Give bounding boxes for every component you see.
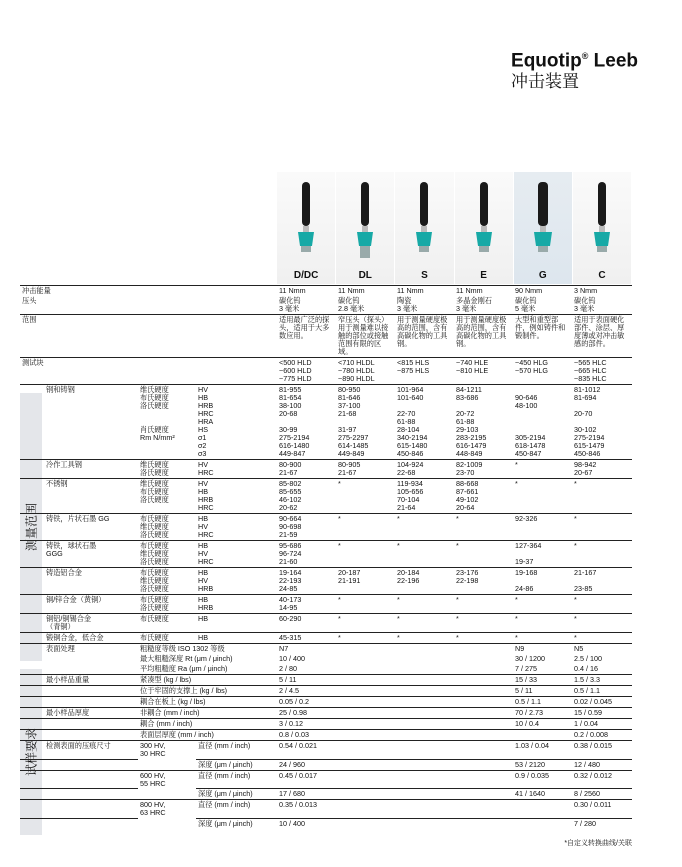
cell-value: 0.30 / 0.011 [572, 800, 632, 819]
cell-value [454, 818, 513, 829]
row-sublabel [138, 296, 196, 315]
row-sublabel: 布氏硬度 维氏硬度 洛氏硬度 [138, 514, 196, 541]
row-sublabel: 布氏硬度 维氏硬度 洛氏硬度 [138, 541, 196, 568]
row-unit: HB [196, 633, 277, 644]
header [511, 46, 638, 93]
row-unit: HB HV HRC [196, 541, 277, 568]
cell-value: 10 / 0.4 [513, 719, 572, 730]
cell-value: 20-187 21-191 [336, 568, 395, 595]
table-row [20, 675, 632, 686]
table-row [20, 614, 632, 633]
cell-value: * [336, 479, 395, 514]
cell-value: * [572, 479, 632, 514]
cell-value: 0.4 / 16 [574, 664, 598, 673]
row-sublabel: 600 HV, 55 HRC [138, 770, 196, 789]
cell-value: 30 / 1200 [515, 654, 545, 663]
row-sublabel [138, 315, 196, 358]
spec-table [20, 285, 632, 829]
row-sublabel: 粗糙度等级 ISO 1302 等级 [138, 644, 277, 655]
cell-value: 5 / 11 [277, 675, 336, 686]
row-label [20, 654, 138, 664]
cell-value [336, 818, 395, 829]
subtitle: 冲击装置 [511, 72, 580, 93]
row-unit: HV HB HRB HRC HRA HS σ1 σ2 σ3 [196, 385, 277, 460]
cell-value [336, 789, 395, 800]
table-row [20, 789, 632, 800]
cell-value [336, 664, 395, 675]
row-sublabel: 最大粗糙深度 Rt (μm / μinch) [140, 654, 233, 663]
cell-value: 0.38 / 0.015 [572, 741, 632, 760]
cell-value [454, 800, 513, 819]
cell-value: 0.5 / 1.1 [513, 697, 572, 708]
cell-value [395, 664, 454, 675]
cell-value [336, 697, 395, 708]
table-row [20, 479, 632, 514]
row-unit: 直径 (mm / inch) [196, 741, 277, 760]
cell-value [336, 759, 395, 770]
row-unit: 深度 (μm / μinch) [196, 759, 277, 770]
table-row [20, 385, 632, 460]
cell-value: 21-167 23-85 [572, 568, 632, 595]
cell-value: ~565 HLC ~665 HLC ~835 HLC [572, 358, 632, 385]
probe-icon [353, 182, 377, 260]
row-label: 钢和铸钢 [20, 385, 138, 460]
table-row [20, 315, 632, 358]
cell-value: 11 Nmm [277, 286, 336, 297]
cell-value: 84-1211 83-686 20-72 61-88 29-103 283-2195 616-1479 448-849 [454, 385, 513, 460]
cell-value: 7 / 280 [572, 818, 632, 829]
row-sublabel: 300 HV, 30 HRC [138, 741, 196, 760]
cell-value: 19-164 22-193 24-85 [277, 568, 336, 595]
cell-value [395, 654, 454, 664]
cell-value: 81-955 81-654 38-100 20-68 30-99 275-2194 616-1480 449-847 [277, 385, 336, 460]
cell-value: N9 [513, 644, 572, 655]
cell-value [454, 686, 513, 697]
cell-value: 53 / 2120 [513, 759, 572, 770]
table-row [20, 741, 632, 760]
probe-icon [412, 182, 436, 260]
cell-value: * [395, 633, 454, 644]
cell-value [336, 644, 395, 655]
row-unit [196, 296, 277, 315]
cell-value: 0.35 / 0.013 [277, 800, 336, 819]
cell-value: 3 Nmm [572, 286, 632, 297]
cell-value: 多晶金刚石 3 毫米 [456, 296, 492, 313]
row-sublabel: 布氏硬度 维氏硬度 洛氏硬度 [138, 568, 196, 595]
row-label [20, 789, 138, 800]
cell-value: 90 Nmm [513, 286, 572, 297]
cell-value: 80-900 21-67 [277, 460, 336, 479]
cell-value: N7 [277, 644, 336, 655]
row-label [20, 664, 138, 675]
row-sublabel: 布氏硬度 [138, 633, 196, 644]
cell-value: * [454, 541, 513, 568]
cell-value: <500 HLD ~600 HLD ~775 HLD [277, 358, 336, 385]
cell-value: 窄压头（探头）用于测量难以接触的部位或接触范围有限的区域。 [336, 315, 395, 358]
cell-value: 用于测量硬度极高的范围，含有高碳化物的工具钢。 [395, 315, 454, 358]
probe-label: G [538, 270, 547, 281]
cell-value: 陶瓷 3 毫米 [397, 296, 418, 313]
probe-g [514, 172, 573, 284]
cell-value: 119-934 105-656 70-104 21-64 [395, 479, 454, 514]
cell-value: 98-942 20-67 [572, 460, 632, 479]
row-label [20, 686, 138, 697]
cell-value [336, 730, 395, 741]
cell-value [336, 741, 395, 760]
row-sublabel: 800 HV, 63 HRC [138, 800, 196, 819]
cell-value [454, 789, 513, 800]
cell-value: ~450 HLG ~570 HLG [513, 358, 572, 385]
cell-value [395, 719, 454, 730]
table-row [20, 686, 632, 697]
row-label: 铸铁，球状石墨 GGG [20, 541, 138, 568]
cell-value: * [513, 633, 572, 644]
row-unit: HV HB HRB HRC [196, 479, 277, 514]
cell-value: 45-315 [277, 633, 336, 644]
cell-value: 0.9 / 0.035 [513, 770, 572, 789]
cell-value [395, 697, 454, 708]
cell-value: * [572, 541, 632, 568]
cell-value: * [336, 541, 395, 568]
row-sublabel [138, 358, 196, 385]
row-sublabel: 布氏硬度 洛氏硬度 [138, 595, 196, 614]
cell-value: 1 / 0.04 [572, 719, 632, 730]
cell-value [454, 770, 513, 789]
cell-value: * [572, 633, 632, 644]
row-sublabel [138, 818, 196, 829]
table-row [20, 800, 632, 819]
footnote: *自定义转换曲线/关联 [564, 840, 632, 847]
row-sublabel: 非耦合 (mm / inch) [138, 708, 277, 719]
cell-value [454, 719, 513, 730]
cell-value: * [336, 595, 395, 614]
row-label [20, 770, 138, 789]
cell-value [454, 730, 513, 741]
cell-value [336, 686, 395, 697]
cell-value [395, 770, 454, 789]
row-label [20, 759, 138, 770]
cell-value [336, 719, 395, 730]
cell-value: ~740 HLE ~810 HLE [454, 358, 513, 385]
cell-value [336, 708, 395, 719]
cell-value: 81-1012 81-694 20-70 30-102 275-2194 615-1479 450-846 [572, 385, 632, 460]
cell-value: 90-646 48-100 305-2194 618-1478 450-847 [513, 385, 572, 460]
table-row [20, 654, 632, 664]
cell-value: 适用于表面硬化部件、涂层、厚度薄或对冲击敏感的部件。 [572, 315, 632, 358]
cell-value: 11 Nmm [336, 286, 395, 297]
cell-value: 0.45 / 0.017 [277, 770, 336, 789]
cell-value: 大型和重型部件，例如铸件和锻制件。 [513, 315, 572, 358]
cell-value: 2.5 / 100 [574, 654, 602, 663]
row-sublabel: 紧凑型 (kg / lbs) [138, 675, 277, 686]
cell-value: * [572, 614, 632, 633]
cell-value: 88-668 87-661 49-102 20-64 [454, 479, 513, 514]
cell-value: 85-802 85-655 46-102 20-62 [277, 479, 336, 514]
row-sublabel [138, 286, 196, 297]
cell-value: 0.05 / 0.2 [277, 697, 336, 708]
table-row [20, 595, 632, 614]
cell-value: <710 HLDL ~780 HLDL ~890 HLDL [336, 358, 395, 385]
probe-label: D/DC [293, 270, 319, 281]
cell-value: * [513, 460, 572, 479]
probe-label: DL [358, 270, 372, 281]
cell-value: 7 / 275 [515, 664, 537, 673]
probe-icon [472, 182, 496, 260]
row-label: 检测表面的压痕尺寸 [20, 741, 138, 760]
row-label: 不锈钢 [20, 479, 138, 514]
cell-value: 0.32 / 0.012 [572, 770, 632, 789]
cell-value [454, 741, 513, 760]
cell-value: * [395, 595, 454, 614]
cell-value: 8 / 2560 [572, 789, 632, 800]
probe-d-dc [277, 172, 336, 284]
cell-value [454, 654, 513, 664]
cell-value [395, 708, 454, 719]
probe-label: S [421, 270, 428, 281]
cell-value: 15 / 0.59 [572, 708, 632, 719]
cell-value: 碳化钨 2.8 毫米 [338, 296, 365, 313]
cell-value: 0.2 / 0.008 [572, 730, 632, 741]
row-label: 铜/锌合金（黄铜） [20, 595, 138, 614]
table-row [20, 708, 632, 719]
cell-value: * [572, 514, 632, 541]
cell-value: N5 [572, 644, 632, 655]
row-label: 冲击能量 [20, 286, 138, 297]
row-sublabel: 布氏硬度 [138, 614, 196, 633]
cell-value [395, 800, 454, 819]
cell-value: 15 / 33 [513, 675, 572, 686]
row-label [20, 697, 138, 708]
probe-label: E [480, 270, 487, 281]
cell-value [454, 759, 513, 770]
cell-value: 3 / 0.12 [277, 719, 336, 730]
row-unit: HB HV HRB [196, 568, 277, 595]
probe-label: C [598, 270, 606, 281]
cell-value: 92-326 [513, 514, 572, 541]
cell-value: 90-664 90-698 21-59 [277, 514, 336, 541]
side-label-sample: 试样要求 [20, 669, 42, 835]
cell-value: 25 / 0.98 [277, 708, 336, 719]
cell-value: 0.54 / 0.021 [277, 741, 336, 760]
cell-value [513, 818, 572, 829]
cell-value: 60-290 [277, 614, 336, 633]
row-label: 压头 [22, 296, 37, 305]
cell-value: * [454, 595, 513, 614]
row-label [20, 719, 138, 730]
cell-value [454, 664, 513, 675]
row-sublabel: 耦合 (mm / inch) [138, 719, 277, 730]
cell-value: 80-905 21-67 [336, 460, 395, 479]
cell-value [395, 675, 454, 686]
cell-value: 2 / 80 [279, 664, 297, 673]
row-label: 冷作工具钢 [20, 460, 138, 479]
row-sublabel: 位于牢固的支撑上 (kg / lbs) [138, 686, 277, 697]
cell-value: 12 / 480 [572, 759, 632, 770]
cell-value: 70 / 2.73 [513, 708, 572, 719]
cell-value: 碳化钨 5 毫米 [515, 296, 537, 313]
row-sublabel: 维氏硬度 洛氏硬度 [138, 460, 196, 479]
cell-value: 0.8 / 0.03 [277, 730, 336, 741]
cell-value: 碳化钨 3 毫米 [574, 296, 596, 313]
cell-value [336, 675, 395, 686]
cell-value: 5 / 11 [513, 686, 572, 697]
row-unit [196, 358, 277, 385]
cell-value: <815 HLS ~875 HLS [395, 358, 454, 385]
cell-value: 碳化钨 3 毫米 [279, 296, 301, 313]
row-label: 范围 [20, 315, 138, 358]
row-label: 表面处理 [20, 644, 138, 655]
cell-value: 适用最广泛的探头，适用于大多数应用。 [277, 315, 336, 358]
row-sublabel: 表面层厚度 (mm / inch) [138, 730, 277, 741]
cell-value: 127-364 19-37 [513, 541, 572, 568]
table-row [20, 664, 632, 675]
cell-value [454, 708, 513, 719]
probe-images [277, 172, 632, 284]
probe-dl [336, 172, 395, 284]
table-row [20, 460, 632, 479]
probe-s [395, 172, 454, 284]
cell-value [395, 789, 454, 800]
cell-value [513, 800, 572, 819]
row-unit: HB HV HRC [196, 514, 277, 541]
row-sublabel: 耦合在板上 (kg / lbs) [138, 697, 277, 708]
cell-value: 2 / 4.5 [277, 686, 336, 697]
cell-value: * [513, 479, 572, 514]
probe-c [573, 172, 632, 284]
row-sublabel: 平均粗糙度 Ra (μm / μinch) [140, 664, 228, 673]
row-label: 最小样品重量 [20, 675, 138, 686]
cell-value: * [513, 614, 572, 633]
row-label: 锻铜合金，低合金 [20, 633, 138, 644]
row-unit: HB [196, 614, 277, 633]
cell-value [395, 759, 454, 770]
side-label-range: 测量范围 [20, 393, 42, 661]
cell-value [395, 686, 454, 697]
cell-value: 1.5 / 3.3 [572, 675, 632, 686]
cell-value: 95-686 96-724 21-60 [277, 541, 336, 568]
cell-value [336, 800, 395, 819]
cell-value: * [336, 633, 395, 644]
cell-value: * [454, 514, 513, 541]
cell-value: 11 Nmm [454, 286, 513, 297]
table-row [20, 770, 632, 789]
row-unit: 直径 (mm / inch) [196, 770, 277, 789]
cell-value: 20-184 22-196 [395, 568, 454, 595]
row-label: 铜铝/铜锡合金 （青铜） [20, 614, 138, 633]
probe-icon [590, 182, 614, 260]
cell-value: 0.02 / 0.045 [572, 697, 632, 708]
cell-value [513, 730, 572, 741]
table-row [20, 541, 632, 568]
row-sublabel [138, 789, 196, 800]
row-label: 铸造铝合金 [20, 568, 138, 595]
table-row [20, 644, 632, 655]
cell-value [395, 644, 454, 655]
cell-value: 19-168 24-86 [513, 568, 572, 595]
cell-value: * [395, 541, 454, 568]
row-label: 最小样品厚度 [20, 708, 138, 719]
cell-value: 10 / 400 [277, 818, 336, 829]
probe-icon [531, 182, 555, 260]
row-label [20, 800, 138, 819]
cell-value [395, 730, 454, 741]
cell-value: * [395, 514, 454, 541]
table-row [20, 633, 632, 644]
cell-value: 17 / 680 [277, 789, 336, 800]
row-unit: HV HRC [196, 460, 277, 479]
probe-e [455, 172, 514, 284]
cell-value: 11 Nmm [395, 286, 454, 297]
cell-value: 101-964 101-640 22-70 61-88 28-104 340-2194 615-1480 450-846 [395, 385, 454, 460]
table-row [20, 358, 632, 385]
row-label: 测试块 [20, 358, 138, 385]
cell-value [336, 770, 395, 789]
cell-value: 41 / 1640 [513, 789, 572, 800]
cell-value: 10 / 400 [279, 654, 305, 663]
cell-value: 82-1009 23-70 [454, 460, 513, 479]
cell-value: * [336, 614, 395, 633]
row-unit: 深度 (μm / μinch) [196, 818, 277, 829]
cell-value: 23-176 22-198 [454, 568, 513, 595]
row-label [20, 730, 138, 741]
row-label: 铸铁，片状石墨 GG [20, 514, 138, 541]
table-row [20, 286, 632, 297]
row-unit [196, 286, 277, 297]
brand-title: Equotip® Leeb [511, 50, 638, 72]
row-sublabel: 维氏硬度 布氏硬度 洛氏硬度 [138, 479, 196, 514]
cell-value: * [336, 514, 395, 541]
row-unit [196, 315, 277, 358]
table-row [20, 759, 632, 770]
row-unit: HB HRB [196, 595, 277, 614]
table-row [20, 818, 632, 829]
table-row [20, 514, 632, 541]
cell-value: 104-924 22-68 [395, 460, 454, 479]
table-row [20, 730, 632, 741]
cell-value: * [395, 614, 454, 633]
table-row [20, 296, 632, 315]
row-sublabel: 维氏硬度 布氏硬度 洛氏硬度 肖氏硬度 Rm N/mm² [138, 385, 196, 460]
cell-value [336, 654, 395, 664]
row-unit: 深度 (μm / μinch) [196, 789, 277, 800]
cell-value: 40-173 14-95 [277, 595, 336, 614]
probe-icon [294, 182, 318, 260]
cell-value: 用于测量硬度极高的范围，含有高碳化物的工具钢。 [454, 315, 513, 358]
cell-value: 0.5 / 1.1 [572, 686, 632, 697]
cell-value: * [572, 595, 632, 614]
table-row [20, 719, 632, 730]
cell-value [454, 697, 513, 708]
cell-value: 1.03 / 0.04 [513, 741, 572, 760]
cell-value: 24 / 960 [277, 759, 336, 770]
cell-value: * [454, 633, 513, 644]
cell-value [395, 818, 454, 829]
row-unit: 直径 (mm / inch) [196, 800, 277, 819]
cell-value: 80-950 81-646 37-100 21-68 31-97 275-2297 614-1485 449-849 [336, 385, 395, 460]
cell-value: * [454, 614, 513, 633]
cell-value [454, 675, 513, 686]
row-sublabel [138, 759, 196, 770]
table-row [20, 697, 632, 708]
row-label [20, 818, 138, 829]
table-row [20, 568, 632, 595]
cell-value [395, 741, 454, 760]
cell-value [454, 644, 513, 655]
cell-value: * [513, 595, 572, 614]
